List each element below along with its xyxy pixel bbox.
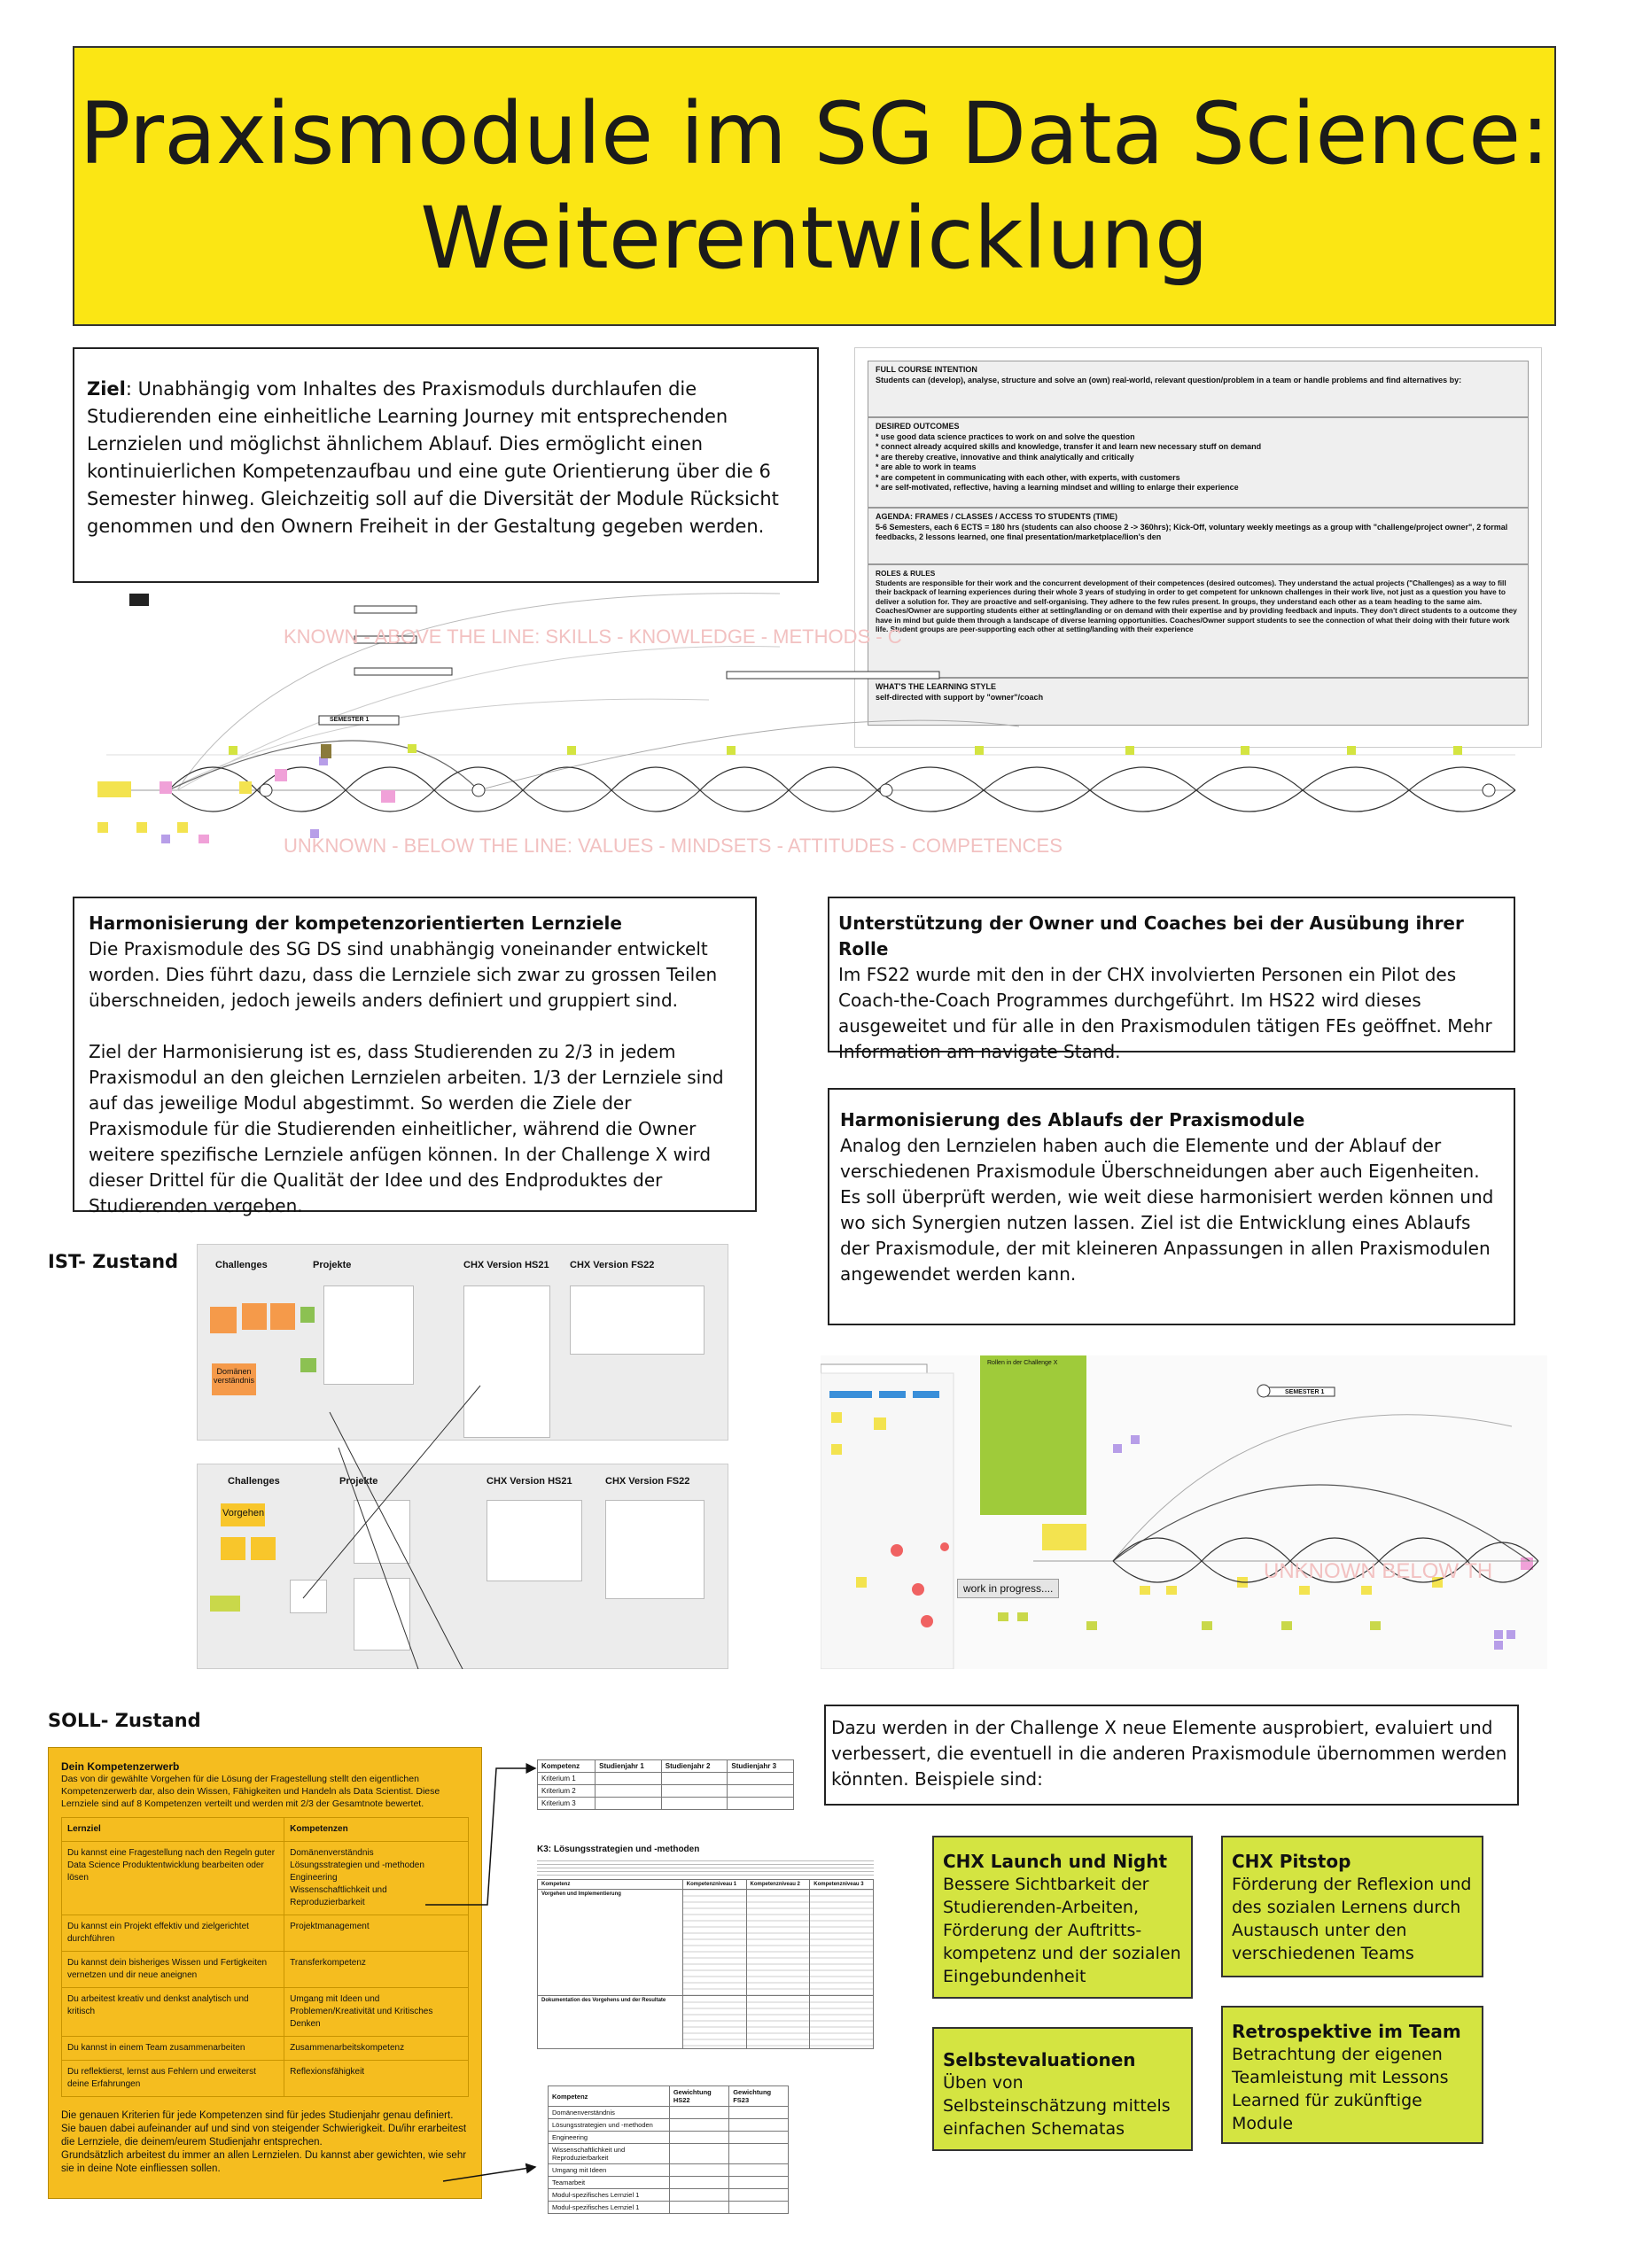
table-row bbox=[549, 2202, 789, 2214]
ist-col-hs21: CHX Version HS21 bbox=[463, 1260, 549, 1270]
board2-header: Rollen in der Challenge X bbox=[987, 1360, 1058, 1366]
unterstuetzung-text: Im FS22 wurde mit den in der CHX involvierten Personen ein Pilot des Coach-the-Coach Programmes durchgeführt. Im HS22 wird dieses ausgeweitet und für alle in den Praxismodulen tätigen FEs geöffnet. Mehr Information am navigate Stand. bbox=[838, 964, 1492, 1062]
kriterien-table bbox=[537, 1759, 794, 1810]
course-s4-title: ROLES & RULES bbox=[876, 569, 936, 578]
ist-col-fs22: CHX Version FS22 bbox=[570, 1260, 655, 1270]
course-s3-title: AGENDA: FRAMES / CLASSES / ACCESS TO STUDENTS (TIME) bbox=[876, 512, 1118, 521]
kriterien-header: Studienjahr 3 bbox=[728, 1760, 794, 1773]
kompetenz-komp: Reflexionsfähigkeit bbox=[284, 2061, 469, 2097]
card-title: CHX Pitstop bbox=[1232, 1851, 1351, 1872]
table-row bbox=[549, 2164, 789, 2177]
ist-label: IST- Zustand bbox=[48, 1251, 179, 1272]
kompetenz-outro: Die genauen Kriterien für jede Kompetenzen sind für jedes Studienjahr genau definiert. Sie bauen dabei aufeinander auf und sind von steigender Schwierigkeit. Du/ihr erarbeitest die Lernziele, die deinem/eurem Studienjahr entsprechen. bbox=[61, 2110, 467, 2148]
board2-semester-label: SEMESTER 1 bbox=[1285, 1389, 1325, 1395]
card-selbstevaluationen bbox=[932, 2027, 1193, 2151]
kriterien-row-label: Kriterium 2 bbox=[538, 1785, 596, 1798]
gewichtung-row-label: Domänenverständnis bbox=[549, 2107, 670, 2119]
k3-header: Kompetenzniveau 2 bbox=[746, 1880, 810, 1890]
gewichtung-row-label: Wissenschaftlichkeit und Reproduzierbarkeit bbox=[549, 2144, 670, 2164]
kompetenz-komp: Zusammenarbeitskompetenz bbox=[284, 2037, 469, 2061]
gewichtung-row-label: Modul-spezifisches Lernziel 1 bbox=[549, 2189, 670, 2202]
k3-row-label: Vorgehen und Implementierung bbox=[538, 1890, 683, 1996]
ziel-box bbox=[73, 347, 819, 583]
gewichtung-row-label: Teamarbeit bbox=[549, 2177, 670, 2189]
course-s5-text: self-directed with support by "owner"/coach bbox=[876, 692, 1044, 702]
ist-col-challenges: Challenges bbox=[215, 1260, 268, 1270]
table-row bbox=[538, 1785, 794, 1798]
kompetenz-komp: Domänenverständnis Lösungsstrategien und -methoden Engineering Wissenschaftlichkeit und Reproduzierbarkeit bbox=[284, 1842, 469, 1915]
course-s2-line: * connect already acquired skills and knowledge, transfer it and learn new necessary stuff on demand bbox=[876, 442, 1262, 451]
ist2-col-fs22: CHX Version FS22 bbox=[605, 1476, 690, 1487]
kriterien-row-label: Kriterium 3 bbox=[538, 1798, 596, 1810]
ist2-col-projekte: Projekte bbox=[339, 1476, 378, 1487]
card-chx-launch bbox=[932, 1836, 1193, 1999]
title-banner bbox=[73, 46, 1556, 326]
kompetenz-komp: Umgang mit Ideen und Problemen/Kreativität und Kritisches Denken bbox=[284, 1988, 469, 2037]
gewichtung-row-label: Engineering bbox=[549, 2132, 670, 2144]
harmonisierung-lernziele-p1: Die Praxismodule des SG DS sind unabhängig voneinander entwickelt worden. Dies führt dazu, dass die Lernziele sich zwar zu grossen Teilen überschneiden, jedoch jeweils anders definiert und gruppiert sind. bbox=[89, 938, 718, 1011]
table-row bbox=[538, 1890, 874, 1996]
gewichtung-row-label: Modul-spezifisches Lernziel 1 bbox=[549, 2202, 670, 2214]
card-text: Betrachtung der eigenen Teamleistung mit Lessons Learned für zukünftige Module bbox=[1232, 2045, 1449, 2133]
kompetenz-ziel: Du kannst dein bisheriges Wissen und Fertigkeiten vernetzen und dir neue aneignen bbox=[62, 1952, 284, 1988]
course-s1-text: Students can (develop), analyse, structure and solve an (own) real-world, relevant question/problem in a team or handle problems and find alternatives by: bbox=[876, 375, 1462, 384]
table-row bbox=[549, 2177, 789, 2189]
course-s2-line: * are competent in communicating with each other, with experts, with customers bbox=[876, 472, 1180, 482]
page-title-line2: Weiterentwicklung bbox=[420, 189, 1209, 288]
soll-arrows bbox=[425, 1763, 549, 2188]
course-s2-line: * are self-motivated, reflective, having a learning mindset and willing to enlarge their experience bbox=[876, 483, 1239, 492]
ist-connector-lines bbox=[197, 1244, 728, 1669]
k3-header: Kompetenz bbox=[538, 1880, 683, 1890]
ist-col-projekte: Projekte bbox=[313, 1260, 352, 1270]
k3-row-label: Dokumentation des Vorgehens und der Resultate bbox=[538, 1996, 683, 2049]
ist-domain-sticky: Domänen verständnis bbox=[212, 1363, 256, 1395]
kompetenz-ziel: Du reflektierst, lernst aus Fehlern und erweiterst deine Erfahrungen bbox=[62, 2061, 284, 2097]
kompetenz-title: Dein Kompetenzerwerb bbox=[61, 1760, 180, 1773]
board2-unknown-text: UNKNOWN BELOW TH bbox=[1264, 1559, 1493, 1583]
unterstuetzung-box bbox=[828, 897, 1515, 1062]
course-s2-title: DESIRED OUTCOMES bbox=[876, 422, 960, 431]
course-sec-outcomes bbox=[868, 417, 1529, 508]
journey-semester-label: SEMESTER 1 bbox=[330, 717, 370, 723]
gewichtung-row-label: Umgang mit Ideen bbox=[549, 2164, 670, 2177]
course-s1-title: FULL COURSE INTENTION bbox=[876, 365, 977, 374]
table-row bbox=[62, 1915, 469, 1952]
card-chx-pitstop bbox=[1221, 1836, 1483, 1977]
course-s2-line: * use good data science practices to work on and solve the question bbox=[876, 431, 1135, 441]
ziel-text: : Unabhängig vom Inhaltes des Praxismoduls durchlaufen die Studierenden eine einheitliche Learning Journey mit entsprechenden Lernzielen und möglichst ähnlichem Ablauf. Dies ermöglicht einen kontinuierlichen Kompetenzaufbau und eine gute Orientierung über die 6 Semester hinweg. Gleichzeitig soll auf die Diversität der Module Rücksicht genommen und den Ownern Freiheit in der Gestaltung gegeben werden. bbox=[87, 378, 779, 537]
course-sec-intention bbox=[868, 361, 1529, 417]
k3-block bbox=[537, 1845, 874, 2052]
kriterien-header: Kompetenz bbox=[538, 1760, 596, 1773]
gewichtung-header: Kompetenz bbox=[549, 2086, 670, 2107]
table-row bbox=[62, 1842, 469, 1915]
course-s5-title: WHAT'S THE LEARNING STYLE bbox=[876, 682, 996, 691]
card-title: CHX Launch und Night bbox=[943, 1851, 1168, 1872]
k3-title: K3: Lösungsstrategien und -methoden bbox=[537, 1845, 700, 1854]
kompetenz-col-kompetenzen: Kompetenzen bbox=[284, 1818, 469, 1842]
kompetenz-table bbox=[61, 1817, 469, 2097]
ist-vorgehen-sticky: Vorgehen bbox=[221, 1503, 265, 1526]
k3-header: Kompetenzniveau 1 bbox=[682, 1880, 746, 1890]
dazu-box bbox=[824, 1705, 1519, 1806]
harmonisierung-lernziele-p2: Ziel der Harmonisierung ist es, dass Studierenden zu 2/3 in jedem Praxismodul an den gleichen Lernzielen arbeiten. 1/3 der Lernziele sind auf das jeweilige Modul abgestimmt. So werden die Ziele der Praxismodule für die Studierenden einheitlicher, während die Owner weitere spezifische Lernziele anfügen können. In der Challenge X wird dieser Drittel für die Qualität der Idee und des Endproduktes der Studierenden vergeben. bbox=[89, 1041, 724, 1216]
ablauf-title: Harmonisierung des Ablaufs der Praxismodule bbox=[840, 1109, 1305, 1130]
ist2-col-hs21: CHX Version HS21 bbox=[487, 1476, 572, 1487]
table-row bbox=[62, 1952, 469, 1988]
card-text: Förderung der Reflexion und des sozialen Lernens durch Austausch unter den verschiedenen Teams bbox=[1232, 1875, 1472, 1963]
gewichtung-header: Gewichtung FS23 bbox=[729, 2086, 789, 2107]
ablauf-text: Analog den Lernzielen haben auch die Elemente und der Ablauf der verschiedenen Praxismodule Überschneidungen aber auch Eigenheiten. Es soll überprüft werden, wie weit diese harmonisiert werden können und wo sich Synergien nutzen lassen. Ziel ist die Entwicklung eines Ablaufs der Praxismodule, der mit kleineren Anpassungen in allen Praxismodulen angewendet werden kann. bbox=[840, 1135, 1494, 1285]
table-row bbox=[62, 2037, 469, 2061]
course-sec-agenda bbox=[868, 508, 1529, 564]
card-text: Bessere Sichtbarkeit der Studierenden-Arbeiten, Förderung der Auftritts-kompetenz und der sozialen Eingebundenheit bbox=[943, 1875, 1181, 1986]
course-s2-line: * are able to work in teams bbox=[876, 462, 977, 471]
table-row bbox=[549, 2189, 789, 2202]
course-s4-text: Students are responsible for their work and the concurrent development of their competences (desired outcomes). They understand the actual projects ("Challenges) as a way to fill their backpack of learning experiences during their whole 3 years of studying in order to get competent for unknown challenges in their work live, not just as a question you have to deliver a solution for. They are proactive and self-organising. They adhere to the few rules present. In groups, they understand each other as a team heading to the same aim. Coaches/Owner are supporting students either at setting/landing or on demand with their expertise and by providing feedback and inputs. They don't direct students to a outcome they have in mind but guide them through a landscape of diverse learning opportunities. Coaches/Owner support students to see the connection of what their doing with their future work life. Student groups are peer-supporting each other at setting/landing with their experience bbox=[876, 578, 1517, 633]
card-title: Retrospektive im Team bbox=[1232, 2021, 1461, 2042]
table-row bbox=[538, 1798, 794, 1810]
kriterien-header: Studienjahr 2 bbox=[661, 1760, 728, 1773]
kompetenz-komp: Projektmanagement bbox=[284, 1915, 469, 1952]
journey-unknown-text: UNKNOWN - BELOW THE LINE: VALUES - MINDSETS - ATTITUDES - COMPETENCES bbox=[284, 835, 1063, 857]
kompetenz-intro: Das von dir gewählte Vorgehen für die Lösung der Fragestellung stellt den eigentlichen Kompetenzerwerb dar, also dein Wissen, Fähigkeiten und Handeln als Data Scientist. Diese Lernziele sind auf 8 Kompetenzen verteilt und werden mit 2/3 der Gesamtnote bewertet. bbox=[61, 1774, 440, 1809]
harmonisierung-lernziele-title: Harmonisierung der kompetenzorientierten Lernziele bbox=[89, 913, 622, 934]
kompetenz-ziel: Du arbeitest kreativ und denkst analytisch und kritisch bbox=[62, 1988, 284, 2037]
table-row bbox=[549, 2144, 789, 2164]
kompetenz-ziel: Du kannst eine Fragestellung nach den Regeln guter Data Science Produktentwicklung bearbeiten oder lösen bbox=[62, 1842, 284, 1915]
kompetenzerwerb-panel bbox=[48, 1747, 482, 2199]
card-text: Üben von Selbsteinschätzung mittels einfachen Schematas bbox=[943, 2073, 1171, 2139]
challengex-board bbox=[821, 1355, 1547, 1669]
course-s3-text: 5-6 Semesters, each 6 ECTS = 180 hrs (students can also choose 2 -> 360hrs); Kick-Off, voluntary weekly meetings as a group with "challenge/project owner", 2 formal feedbacks, 2 lessons learned, one final presentation/marketplace/lion's den bbox=[876, 522, 1508, 541]
learning-journey-top bbox=[89, 585, 1524, 859]
table-row bbox=[549, 2107, 789, 2119]
harmonisierung-lernziele-box bbox=[73, 897, 757, 1216]
journey-known-text: KNOWN - ABOVE THE LINE: SKILLS - KNOWLEDGE - METHODS - C bbox=[284, 625, 902, 648]
k3-header: Kompetenzniveau 3 bbox=[810, 1880, 874, 1890]
work-in-progress-label: work in progress.... bbox=[957, 1579, 1059, 1598]
dazu-text: Dazu werden in der Challenge X neue Elemente ausprobiert, evaluiert und verbessert, die eventuell in die anderen Praxismodule übernommen werden könnten. Beispiele sind: bbox=[831, 1717, 1507, 1790]
card-retrospektive bbox=[1221, 2006, 1483, 2144]
gewichtung-table bbox=[548, 2085, 789, 2214]
board2-graphic bbox=[821, 1355, 1547, 1669]
table-row bbox=[549, 2119, 789, 2132]
k3-table bbox=[537, 1879, 874, 2049]
table-row bbox=[62, 2061, 469, 2097]
card-title: Selbstevaluationen bbox=[943, 2049, 1136, 2070]
kompetenz-ziel: Du kannst ein Projekt effektiv und zielgerichtet durchführen bbox=[62, 1915, 284, 1952]
soll-label: SOLL- Zustand bbox=[48, 1710, 201, 1731]
ablauf-box bbox=[828, 1088, 1515, 1325]
ziel-label: Ziel bbox=[87, 378, 126, 400]
kompetenz-col-lernziel: Lernziel bbox=[62, 1818, 284, 1842]
table-row bbox=[538, 1773, 794, 1785]
kompetenz-komp: Transferkompetenz bbox=[284, 1952, 469, 1988]
kriterien-row-label: Kriterium 1 bbox=[538, 1773, 596, 1785]
kriterien-header: Studienjahr 1 bbox=[596, 1760, 662, 1773]
ist2-col-challenges: Challenges bbox=[228, 1476, 280, 1487]
page-title-line1: Praxismodule im SG Data Science: bbox=[79, 84, 1550, 183]
gewichtung-header: Gewichtung HS22 bbox=[669, 2086, 728, 2107]
gewichtung-row-label: Lösungsstrategien und -methoden bbox=[549, 2119, 670, 2132]
course-s2-line: * are thereby creative, innovative and think analytically and critically bbox=[876, 452, 1134, 462]
table-row bbox=[62, 1988, 469, 2037]
unterstuetzung-title: Unterstützung der Owner und Coaches bei der Ausübung ihrer Rolle bbox=[838, 913, 1464, 959]
kompetenz-outro2: Grundsätzlich arbeitest du immer an allen Lernzielen. Du kannst aber gewichten, wie sehr sie in deine Note einfliessen sollen. bbox=[61, 2150, 467, 2174]
kompetenz-ziel: Du kannst in einem Team zusammenarbeiten bbox=[62, 2037, 284, 2061]
table-row bbox=[538, 1996, 874, 2049]
table-row bbox=[549, 2132, 789, 2144]
